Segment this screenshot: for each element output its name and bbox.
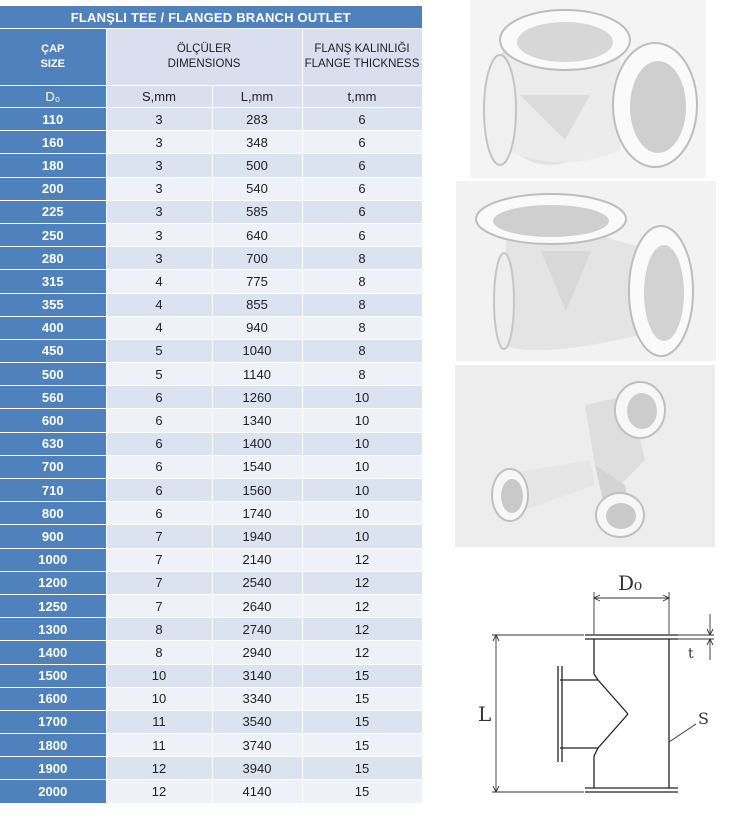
t-cell: 6 bbox=[302, 223, 422, 246]
size-cell: 1000 bbox=[0, 548, 106, 571]
t-cell: 15 bbox=[302, 710, 422, 733]
table-row bbox=[0, 641, 422, 664]
col-t: t,mm bbox=[302, 86, 422, 108]
flange-header bbox=[302, 29, 422, 86]
s-cell: 10 bbox=[106, 664, 212, 687]
t-cell: 10 bbox=[302, 479, 422, 502]
l-cell: 2940 bbox=[212, 641, 302, 664]
t-cell: 10 bbox=[302, 432, 422, 455]
s-cell: 3 bbox=[106, 108, 212, 131]
cross-fitting-image bbox=[470, 0, 706, 178]
table-body bbox=[0, 108, 422, 804]
table-row bbox=[0, 108, 422, 131]
l-cell: 3340 bbox=[212, 687, 302, 710]
l-cell: 640 bbox=[212, 223, 302, 246]
table-row bbox=[0, 757, 422, 780]
t-cell: 12 bbox=[302, 548, 422, 571]
size-cell: 1800 bbox=[0, 734, 106, 757]
table-row bbox=[0, 247, 422, 270]
table-row bbox=[0, 363, 422, 386]
s-cell: 7 bbox=[106, 525, 212, 548]
table-row bbox=[0, 502, 422, 525]
size-cell: 600 bbox=[0, 409, 106, 432]
s-cell: 10 bbox=[106, 687, 212, 710]
l-cell: 1140 bbox=[212, 363, 302, 386]
table-row bbox=[0, 293, 422, 316]
table-row bbox=[0, 386, 422, 409]
table-title: FLANŞLI TEE / FLANGED BRANCH OUTLET bbox=[0, 6, 422, 29]
table-row bbox=[0, 548, 422, 571]
y-branch-fitting-image bbox=[455, 365, 715, 547]
l-cell: 4140 bbox=[212, 780, 302, 803]
column-header-row bbox=[0, 86, 422, 108]
s-cell: 4 bbox=[106, 293, 212, 316]
size-cell: 110 bbox=[0, 108, 106, 131]
t-cell: 12 bbox=[302, 571, 422, 594]
size-cell: 450 bbox=[0, 339, 106, 362]
photo-cross bbox=[470, 0, 706, 178]
size-cell: 315 bbox=[0, 270, 106, 293]
table-row bbox=[0, 154, 422, 177]
table-row bbox=[0, 571, 422, 594]
t-cell: 10 bbox=[302, 386, 422, 409]
size-cell: 1900 bbox=[0, 757, 106, 780]
size-cell: 200 bbox=[0, 177, 106, 200]
col-l: L,mm bbox=[212, 86, 302, 108]
size-cell: 2000 bbox=[0, 780, 106, 803]
t-cell: 15 bbox=[302, 664, 422, 687]
table-row bbox=[0, 734, 422, 757]
table-row bbox=[0, 618, 422, 641]
s-cell: 12 bbox=[106, 780, 212, 803]
size-cell: 355 bbox=[0, 293, 106, 316]
s-cell: 8 bbox=[106, 641, 212, 664]
s-cell: 11 bbox=[106, 710, 212, 733]
s-cell: 4 bbox=[106, 316, 212, 339]
table-row bbox=[0, 177, 422, 200]
l-cell: 2540 bbox=[212, 571, 302, 594]
l-cell: 1740 bbox=[212, 502, 302, 525]
l-cell: 855 bbox=[212, 293, 302, 316]
t-cell: 8 bbox=[302, 339, 422, 362]
t-cell: 8 bbox=[302, 247, 422, 270]
label-d0: D₀ bbox=[618, 571, 643, 595]
size-cell: 225 bbox=[0, 200, 106, 223]
size-cell: 250 bbox=[0, 223, 106, 246]
table-title-row bbox=[0, 6, 422, 29]
photo-y-branch bbox=[455, 365, 715, 547]
s-cell: 11 bbox=[106, 734, 212, 757]
size-cell: 1250 bbox=[0, 594, 106, 617]
flange-header-tr: FLANŞ KALINLIĞI bbox=[314, 43, 410, 55]
table-row bbox=[0, 270, 422, 293]
t-cell: 15 bbox=[302, 734, 422, 757]
s-cell: 6 bbox=[106, 409, 212, 432]
s-cell: 3 bbox=[106, 200, 212, 223]
table-row bbox=[0, 316, 422, 339]
dimensions-table bbox=[0, 6, 423, 804]
table-row bbox=[0, 432, 422, 455]
size-cell: 180 bbox=[0, 154, 106, 177]
t-cell: 10 bbox=[302, 525, 422, 548]
label-l: L bbox=[478, 702, 492, 726]
t-cell: 6 bbox=[302, 177, 422, 200]
table-row bbox=[0, 479, 422, 502]
l-cell: 3140 bbox=[212, 664, 302, 687]
l-cell: 283 bbox=[212, 108, 302, 131]
s-cell: 3 bbox=[106, 131, 212, 154]
l-cell: 1540 bbox=[212, 455, 302, 478]
dimensions-header-en: DIMENSIONS bbox=[167, 58, 241, 70]
t-cell: 8 bbox=[302, 293, 422, 316]
l-cell: 1040 bbox=[212, 339, 302, 362]
l-cell: 1560 bbox=[212, 479, 302, 502]
s-cell: 3 bbox=[106, 223, 212, 246]
l-cell: 2140 bbox=[212, 548, 302, 571]
l-cell: 2640 bbox=[212, 594, 302, 617]
tee-fitting-image bbox=[456, 181, 716, 361]
table-row bbox=[0, 223, 422, 246]
size-cell: 1700 bbox=[0, 710, 106, 733]
t-cell: 8 bbox=[302, 270, 422, 293]
table-row bbox=[0, 710, 422, 733]
size-cell: 800 bbox=[0, 502, 106, 525]
l-cell: 2740 bbox=[212, 618, 302, 641]
table-row bbox=[0, 780, 422, 803]
t-cell: 6 bbox=[302, 200, 422, 223]
size-cell: 1200 bbox=[0, 571, 106, 594]
size-header-en: SIZE bbox=[40, 58, 65, 70]
table-row bbox=[0, 455, 422, 478]
size-cell: 280 bbox=[0, 247, 106, 270]
col-s: S,mm bbox=[106, 86, 212, 108]
table-row bbox=[0, 664, 422, 687]
t-cell: 12 bbox=[302, 618, 422, 641]
size-cell: 500 bbox=[0, 363, 106, 386]
size-header-tr: ÇAP bbox=[41, 43, 65, 55]
size-cell: 1600 bbox=[0, 687, 106, 710]
table-row bbox=[0, 525, 422, 548]
table-row bbox=[0, 594, 422, 617]
dimensions-header-tr: ÖLÇÜLER bbox=[176, 43, 232, 55]
l-cell: 3940 bbox=[212, 757, 302, 780]
size-cell: 1300 bbox=[0, 618, 106, 641]
l-cell: 3540 bbox=[212, 710, 302, 733]
s-cell: 5 bbox=[106, 339, 212, 362]
t-cell: 15 bbox=[302, 757, 422, 780]
l-cell: 940 bbox=[212, 316, 302, 339]
t-cell: 6 bbox=[302, 131, 422, 154]
t-cell: 12 bbox=[302, 594, 422, 617]
l-cell: 700 bbox=[212, 247, 302, 270]
size-cell: 1500 bbox=[0, 664, 106, 687]
s-cell: 6 bbox=[106, 479, 212, 502]
l-cell: 1940 bbox=[212, 525, 302, 548]
size-cell: 700 bbox=[0, 455, 106, 478]
table-row bbox=[0, 200, 422, 223]
l-cell: 540 bbox=[212, 177, 302, 200]
s-cell: 5 bbox=[106, 363, 212, 386]
s-cell: 3 bbox=[106, 247, 212, 270]
size-cell: 710 bbox=[0, 479, 106, 502]
t-cell: 8 bbox=[302, 363, 422, 386]
s-cell: 7 bbox=[106, 548, 212, 571]
flange-header-en: FLANGE THICKNESS bbox=[304, 58, 420, 70]
col-d0: D₀ bbox=[0, 86, 106, 108]
size-cell: 900 bbox=[0, 525, 106, 548]
t-cell: 6 bbox=[302, 108, 422, 131]
table-row bbox=[0, 131, 422, 154]
table-row bbox=[0, 687, 422, 710]
size-cell: 400 bbox=[0, 316, 106, 339]
l-cell: 500 bbox=[212, 154, 302, 177]
l-cell: 585 bbox=[212, 200, 302, 223]
photo-tee bbox=[456, 181, 716, 361]
header-row bbox=[0, 29, 422, 86]
l-cell: 1340 bbox=[212, 409, 302, 432]
label-t: t bbox=[688, 646, 694, 662]
size-cell: 630 bbox=[0, 432, 106, 455]
l-cell: 775 bbox=[212, 270, 302, 293]
l-cell: 348 bbox=[212, 131, 302, 154]
size-cell: 1400 bbox=[0, 641, 106, 664]
s-cell: 8 bbox=[106, 618, 212, 641]
t-cell: 15 bbox=[302, 780, 422, 803]
tee-dimension-drawing bbox=[470, 556, 720, 796]
s-cell: 6 bbox=[106, 455, 212, 478]
s-cell: 4 bbox=[106, 270, 212, 293]
table-row bbox=[0, 339, 422, 362]
s-cell: 3 bbox=[106, 177, 212, 200]
s-cell: 3 bbox=[106, 154, 212, 177]
dimensions-header bbox=[106, 29, 302, 86]
size-cell: 160 bbox=[0, 131, 106, 154]
t-cell: 6 bbox=[302, 154, 422, 177]
l-cell: 1400 bbox=[212, 432, 302, 455]
size-header bbox=[0, 29, 106, 86]
l-cell: 1260 bbox=[212, 386, 302, 409]
t-cell: 10 bbox=[302, 455, 422, 478]
t-cell: 12 bbox=[302, 641, 422, 664]
t-cell: 10 bbox=[302, 409, 422, 432]
technical-drawing bbox=[470, 556, 720, 796]
s-cell: 6 bbox=[106, 502, 212, 525]
s-cell: 6 bbox=[106, 386, 212, 409]
l-cell: 3740 bbox=[212, 734, 302, 757]
size-cell: 560 bbox=[0, 386, 106, 409]
s-cell: 7 bbox=[106, 571, 212, 594]
s-cell: 6 bbox=[106, 432, 212, 455]
t-cell: 15 bbox=[302, 687, 422, 710]
t-cell: 8 bbox=[302, 316, 422, 339]
t-cell: 10 bbox=[302, 502, 422, 525]
label-s: S bbox=[698, 709, 709, 728]
table-row bbox=[0, 409, 422, 432]
s-cell: 12 bbox=[106, 757, 212, 780]
s-cell: 7 bbox=[106, 594, 212, 617]
